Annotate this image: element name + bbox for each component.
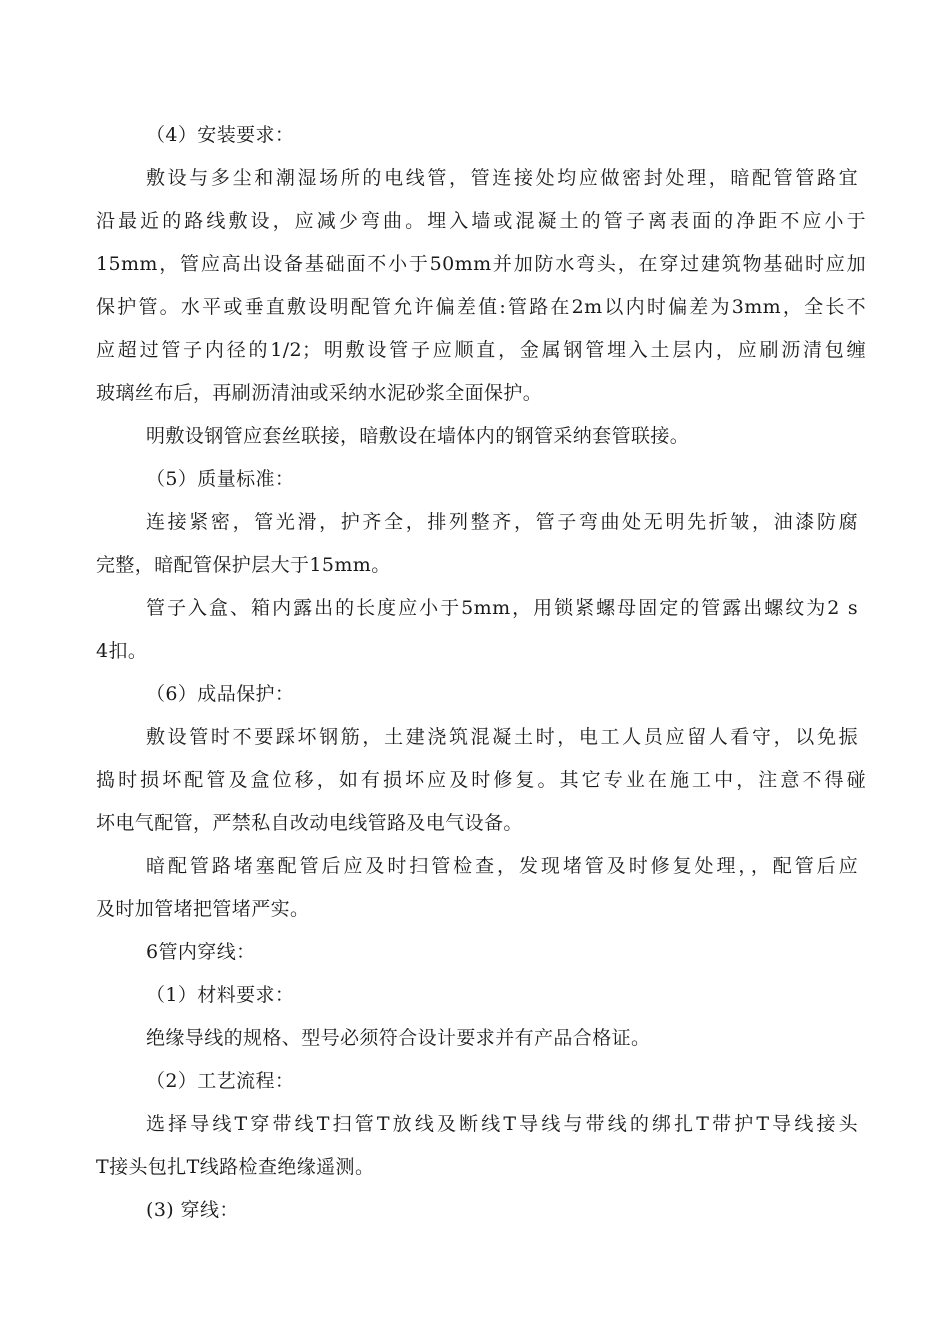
paragraph-line: 明敷设钢管应套丝联接，暗敷设在墙体内的钢管采纳套管联接。 xyxy=(146,425,690,447)
paragraph-line: 绝缘导线的规格、型号必须符合设计要求并有产品合格证。 xyxy=(146,1027,651,1049)
paragraph-line: 玻璃丝布后，再刷沥清油或采纳水泥砂浆全面保护。 xyxy=(96,382,543,404)
paragraph-line: 沿最近的路线敷设，应减少弯曲。埋入墙或混凝土的管子离表面的净距不应小于 xyxy=(96,210,866,232)
paragraph-line: T接头包扎T线路检查绝缘遥测。 xyxy=(96,1156,375,1178)
heading-threading: (3) 穿线： xyxy=(146,1199,239,1221)
paragraph-line: 15mm，管应高出设备基础面不小于50mm并加防水弯头，在穿过建筑物基础时应加 xyxy=(96,253,866,275)
heading-installation-requirements: （4）安装要求： xyxy=(146,124,295,146)
paragraph-line: 连接紧密，管光滑，护齐全，排列整齐，管子弯曲处无明先折皱，油漆防腐 xyxy=(146,511,858,533)
heading-quality-standard: （5）质量标准： xyxy=(146,468,295,490)
paragraph-line: 暗配管路堵塞配管后应及时扫管检查，发现堵管及时修复处理，，配管后应 xyxy=(146,855,858,877)
paragraph-line: 敷设与多尘和潮湿场所的电线管，管连接处均应做密封处理，暗配管管路宜 xyxy=(146,167,858,189)
paragraph-line: 4扣。 xyxy=(96,640,148,662)
heading-wire-threading: 6管内穿线： xyxy=(146,941,256,963)
heading-process-flow: （2）工艺流程： xyxy=(146,1070,295,1092)
paragraph-line: 敷设管时不要踩坏钢筋，土建浇筑混凝土时，电工人员应留人看守，以免振 xyxy=(146,726,858,748)
heading-material-requirements: （1）材料要求： xyxy=(146,984,295,1006)
paragraph-line: 捣时损坏配管及盒位移，如有损坏应及时修复。其它专业在施工中，注意不得碰 xyxy=(96,769,866,791)
heading-product-protection: （6）成品保护： xyxy=(146,683,295,705)
paragraph-line: 应超过管子内径的1/2；明敷设管子应顺直，金属钢管埋入土层内，应刷沥清包缠 xyxy=(96,339,866,361)
paragraph-line: 完整，暗配管保护层大于15mm。 xyxy=(96,554,391,576)
paragraph-line: 选择导线T穿带线T扫管T放线及断线T导线与带线的绑扎T带护T导线接头 xyxy=(146,1113,858,1135)
paragraph-line: 坏电气配管，严禁私自改动电线管路及电气设备。 xyxy=(96,812,523,834)
paragraph-line: 保护管。水平或垂直敷设明配管允许偏差值:管路在2m以内时偏差为3mm，全长不 xyxy=(96,296,866,318)
paragraph-line: 管子入盒、箱内露出的长度应小于5mm，用锁紧螺母固定的管露出螺纹为2 s xyxy=(146,597,858,619)
paragraph-line: 及时加管堵把管堵严实。 xyxy=(96,898,310,920)
